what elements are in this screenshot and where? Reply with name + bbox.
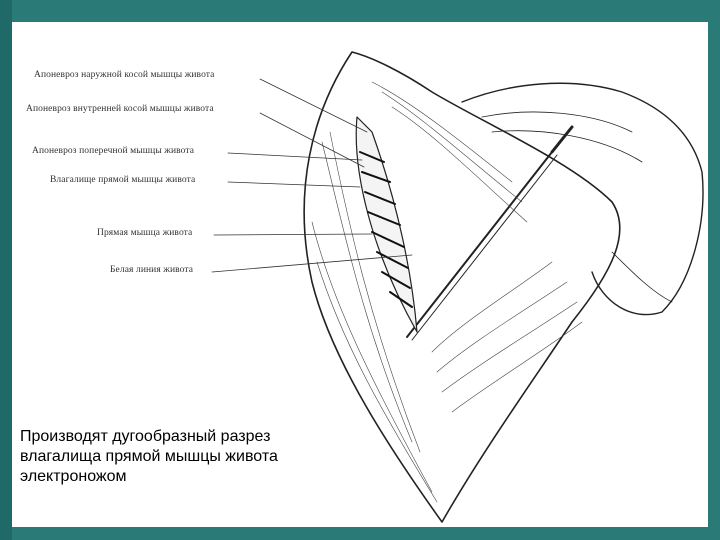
leader-line-5 [214,234,372,235]
label-linea-alba: Белая линия живота [110,265,194,275]
leader-line-1 [260,79,367,132]
leader-line-6 [212,255,412,272]
caption-line-1: Производят дугообразный разрез [20,428,271,445]
slide-caption [20,427,350,487]
hand-outline [462,83,703,314]
leader-line-3 [228,153,362,160]
electroknife [407,152,552,337]
incision-outline [304,52,620,522]
label-transverse-aponeurosis: Апоневроз поперечной мышцы живота [32,146,195,156]
label-external-oblique-aponeurosis: Апоневроз наружной косой мышцы живота [34,70,215,80]
slide-canvas [12,22,708,527]
rectus-sheath-opening [356,117,417,332]
caption-line-3: электроножом [20,468,127,485]
caption-line-2: влагалища прямой мышцы живота [20,448,278,465]
leader-line-4 [228,182,360,187]
slide-left-bar [0,0,12,540]
label-rectus-muscle: Прямая мышца живота [97,228,193,238]
label-internal-oblique-aponeurosis: Апоневроз внутренней косой мышцы живота [26,104,214,114]
label-rectus-sheath: Влагалище прямой мышцы живота [50,175,196,185]
